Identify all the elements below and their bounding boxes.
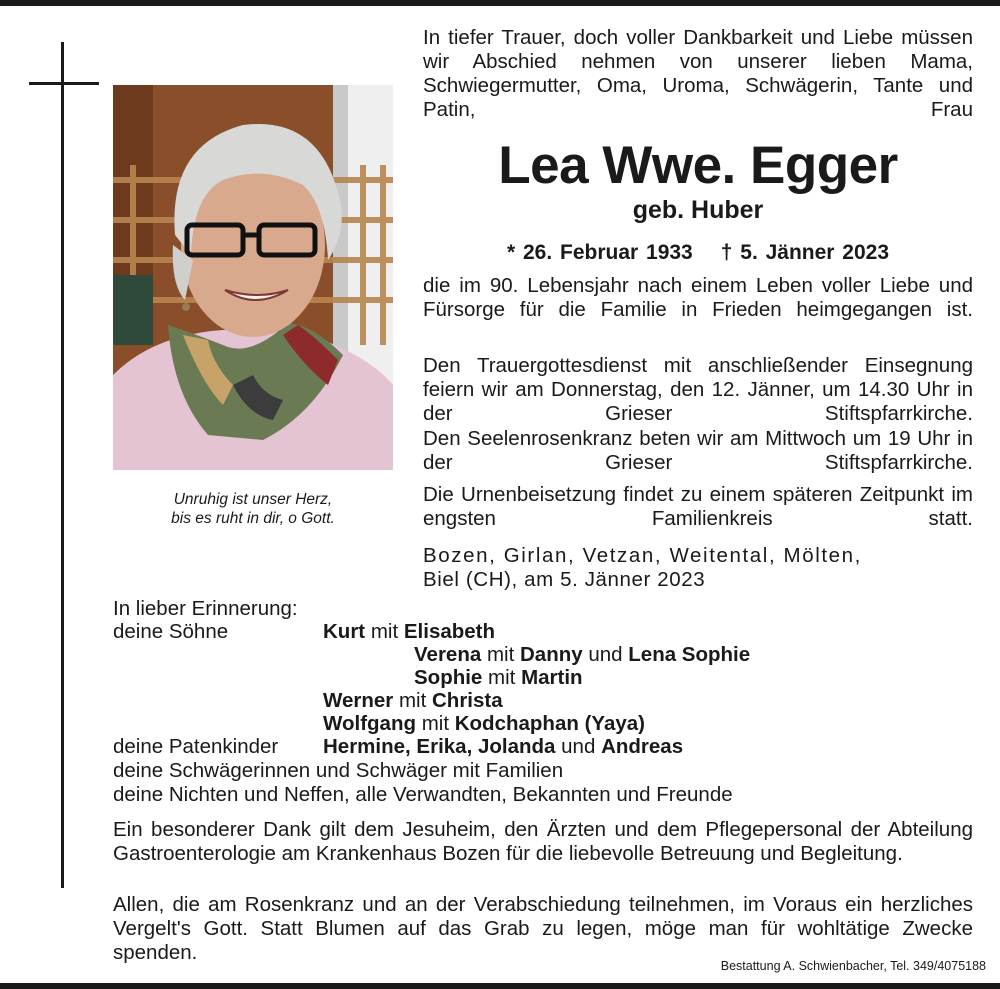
relatives-line: deine Nichten und Neffen, alle Verwandten, Bekannten und Freunde — [113, 783, 733, 806]
place-line-2: Biel (CH), am 5. Jänner 2023 — [423, 568, 706, 591]
connector: mit — [370, 620, 399, 643]
quote-line-1: Unruhig ist unser Herz, — [173, 491, 333, 508]
family-line-wolfgang — [323, 712, 645, 736]
spouse-name: Christa — [432, 689, 503, 712]
grandchild-name: Sophie — [414, 666, 483, 689]
thanks-paragraph: Ein besonderer Dank gilt dem Jesuheim, den Ärzten und dem Pflegepersonal der Abteilung Gastroenterologie am Krankenhaus Bozen für die liebevolle Betreuung und Begleitung. — [113, 818, 973, 865]
grandchild-name: Verena — [414, 643, 482, 666]
great-grandchild-name: Lena Sophie — [628, 643, 751, 666]
connector: und — [561, 735, 596, 758]
paragraph-urn: Die Urnenbeisetzung findet zu einem späteren Zeitpunkt im engsten Familienkreis statt. — [423, 483, 973, 530]
godchildren-label: deine Patenkinder — [113, 735, 279, 758]
son-name: Kurt — [323, 620, 366, 643]
godchildren-list: Hermine, Erika, Jolanda — [323, 735, 556, 758]
undertaker-credit: Bestattung A. Schwienbacher, Tel. 349/4075188 — [720, 959, 986, 973]
memory-heading: In lieber Erinnerung: — [113, 597, 298, 620]
connector: mit — [488, 666, 516, 689]
partner-name: Danny — [519, 643, 583, 666]
birth-name: geb. Huber — [632, 196, 764, 224]
partner-name: Martin — [521, 666, 583, 689]
family-line-kurt — [323, 620, 495, 644]
connector: mit — [421, 712, 450, 735]
connector: mit — [486, 643, 515, 666]
cross-icon-vertical — [61, 42, 64, 888]
connector: mit — [398, 689, 427, 712]
family-line-sophie — [414, 666, 583, 690]
godchildren-names — [323, 735, 683, 759]
paragraph-life: die im 90. Lebensjahr nach einem Leben voller Liebe und Fürsorge für die Familie in Frieden heimgegangen ist. — [423, 274, 973, 321]
closing-paragraph: Allen, die am Rosenkranz und an der Verabschiedung teilnehmen, im Voraus ein herzliches Vergelt's Gott. Statt Blumen auf das Grab zu legen, möge man für wohltätige Zwecke spenden. — [113, 893, 973, 964]
family-line-verena — [414, 643, 750, 667]
spouse-name: Kodchaphan (Yaya) — [454, 712, 645, 735]
godchild-name: Andreas — [601, 735, 684, 758]
sons-label: deine Söhne — [113, 620, 229, 643]
cross-icon-horizontal — [29, 82, 99, 85]
portrait-illustration — [113, 85, 393, 470]
family-line-werner — [323, 689, 503, 713]
bible-quote — [113, 490, 393, 528]
paragraph-rosary: Den Seelenrosenkranz beten wir am Mittwoch um 19 Uhr in der Grieser Stiftspfarrkirche. — [423, 427, 973, 474]
deceased-name: Lea Wwe. Egger — [498, 136, 898, 195]
spouse-name: Elisabeth — [403, 620, 496, 643]
life-dates — [423, 240, 973, 266]
quote-line-2: bis es ruht in dir, o Gott. — [171, 510, 335, 527]
inlaws-line: deine Schwägerinnen und Schwäger mit Familien — [113, 759, 564, 782]
portrait-photo — [113, 85, 393, 470]
intro-text: In tiefer Trauer, doch voller Dankbarkeit und Liebe müssen wir Abschied nehmen von unserer lieben Mama, Schwiegermutter, Oma, Uroma, Schwägerin, Tante und Patin, Frau — [423, 26, 973, 121]
connector: und — [588, 643, 623, 666]
birth-date: * 26. Februar 1933 — [506, 241, 693, 264]
paragraph-funeral: Den Trauergottesdienst mit anschließender Einsegnung feiern wir am Donnerstag, den 12. Jänner, um 14.30 Uhr in der Grieser Stiftspfarrkirche. — [423, 354, 973, 425]
son-name: Wolfgang — [323, 712, 416, 735]
place-line-1: Bozen, Girlan, Vetzan, Weitental, Mölten, — [423, 544, 862, 567]
son-name: Werner — [323, 689, 394, 712]
death-date: † 5. Jänner 2023 — [720, 241, 890, 264]
